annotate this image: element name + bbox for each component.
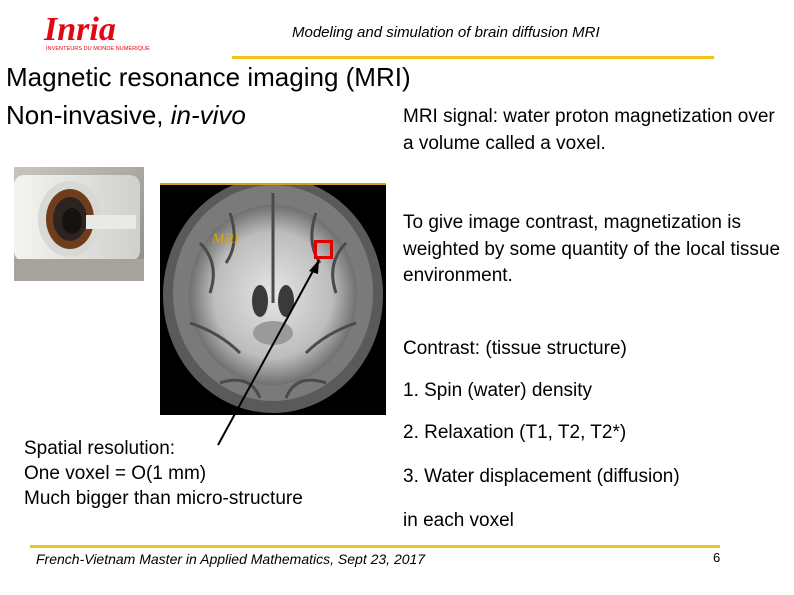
spatial-line-2: One voxel = O(1 mm) (24, 463, 207, 484)
title-italic: in-vivo (170, 100, 246, 130)
header-title: Modeling and simulation of brain diffusion MRI (292, 24, 600, 41)
title-prefix: Non-invasive, (6, 100, 171, 130)
logo-tagline: INVENTEURS DU MONDE NUMÉRIQUE (46, 46, 150, 52)
footer-text: French-Vietnam Master in Applied Mathematics, Sept 23, 2017 (36, 551, 426, 567)
spatial-resolution-block (24, 436, 303, 511)
logo-wordmark: Inria (44, 11, 116, 48)
spatial-line-3: Much bigger than micro-structure (24, 488, 303, 509)
slide-title-line1: Magnetic resonance imaging (MRI) (6, 62, 411, 92)
signal-text: MRI signal: water proton magnetization over a volume called a voxel. (403, 106, 775, 154)
contrast-paragraph: To give image contrast, magnetization is weighted by some quantity of the local tissue environment. (403, 212, 781, 286)
page-number: 6 (713, 550, 721, 565)
contrast-item-1: 1. Spin (water) density (403, 380, 593, 401)
each-voxel-text: in each voxel (403, 510, 514, 531)
brain-image-label: MRI (212, 231, 239, 247)
contrast-heading: Contrast: (tissue structure) (403, 338, 627, 359)
contrast-item-3: 3. Water displacement (diffusion) (403, 466, 680, 487)
contrast-item-2: 2. Relaxation (T1, T2, T2*) (403, 422, 627, 443)
footer-rule (30, 545, 720, 548)
spatial-line-1: Spatial resolution: (24, 438, 176, 459)
